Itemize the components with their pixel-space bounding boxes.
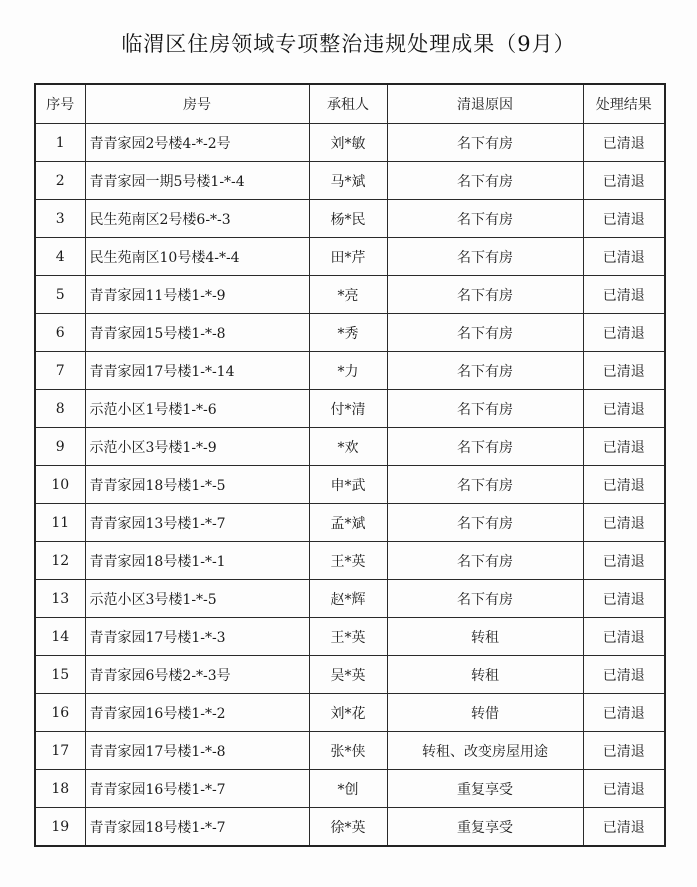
document-title: 临渭区住房领域专项整治违规处理成果（9月）: [121, 32, 576, 56]
cell-result: 已清退: [583, 428, 665, 466]
cell-tenant: 杨*民: [309, 200, 387, 238]
cell-result: 已清退: [583, 200, 665, 238]
cell-room: 青青家园17号楼1-*-3: [85, 618, 309, 656]
table-row: [35, 808, 665, 847]
cell-tenant: 徐*英: [309, 808, 387, 847]
cell-no: 11: [35, 504, 85, 542]
cell-room: 示范小区3号楼1-*-9: [85, 428, 309, 466]
table-row: [35, 390, 665, 428]
results-table: [34, 83, 666, 847]
cell-tenant: 付*清: [309, 390, 387, 428]
cell-room: 青青家园15号楼1-*-8: [85, 314, 309, 352]
cell-no: 12: [35, 542, 85, 580]
cell-no: 1: [35, 124, 85, 162]
table-row: [35, 580, 665, 618]
table-body: [35, 124, 665, 847]
cell-tenant: 马*斌: [309, 162, 387, 200]
header-room: 房号: [85, 84, 309, 124]
cell-result: 已清退: [583, 390, 665, 428]
cell-no: 9: [35, 428, 85, 466]
cell-no: 10: [35, 466, 85, 504]
cell-no: 3: [35, 200, 85, 238]
cell-tenant: *创: [309, 770, 387, 808]
cell-result: 已清退: [583, 466, 665, 504]
cell-reason: 转借: [387, 694, 583, 732]
cell-no: 6: [35, 314, 85, 352]
cell-room: 青青家园11号楼1-*-9: [85, 276, 309, 314]
cell-result: 已清退: [583, 656, 665, 694]
table-row: [35, 314, 665, 352]
cell-tenant: 吴*英: [309, 656, 387, 694]
cell-no: 14: [35, 618, 85, 656]
cell-tenant: 王*英: [309, 542, 387, 580]
cell-tenant: 孟*斌: [309, 504, 387, 542]
cell-tenant: *欢: [309, 428, 387, 466]
cell-tenant: 田*芹: [309, 238, 387, 276]
cell-no: 17: [35, 732, 85, 770]
cell-no: 19: [35, 808, 85, 847]
cell-result: 已清退: [583, 162, 665, 200]
table-header-row: [35, 84, 665, 124]
cell-tenant: 张*侠: [309, 732, 387, 770]
cell-reason: 名下有房: [387, 390, 583, 428]
table-row: [35, 200, 665, 238]
cell-tenant: 刘*花: [309, 694, 387, 732]
cell-result: 已清退: [583, 694, 665, 732]
cell-result: 已清退: [583, 732, 665, 770]
cell-room: 青青家园13号楼1-*-7: [85, 504, 309, 542]
cell-reason: 名下有房: [387, 314, 583, 352]
cell-no: 2: [35, 162, 85, 200]
cell-no: 7: [35, 352, 85, 390]
cell-room: 示范小区1号楼1-*-6: [85, 390, 309, 428]
header-result: 处理结果: [583, 84, 665, 124]
cell-no: 8: [35, 390, 85, 428]
table-row: [35, 466, 665, 504]
cell-tenant: *秀: [309, 314, 387, 352]
cell-no: 13: [35, 580, 85, 618]
table-row: [35, 770, 665, 808]
cell-result: 已清退: [583, 238, 665, 276]
table-row: [35, 618, 665, 656]
cell-no: 18: [35, 770, 85, 808]
cell-tenant: *力: [309, 352, 387, 390]
cell-room: 示范小区3号楼1-*-5: [85, 580, 309, 618]
cell-room: 青青家园16号楼1-*-7: [85, 770, 309, 808]
cell-room: 青青家园17号楼1-*-8: [85, 732, 309, 770]
cell-reason: 名下有房: [387, 580, 583, 618]
table-row: [35, 656, 665, 694]
header-tenant: 承租人: [309, 84, 387, 124]
cell-reason: 名下有房: [387, 542, 583, 580]
table-row: [35, 504, 665, 542]
cell-result: 已清退: [583, 808, 665, 847]
cell-reason: 名下有房: [387, 428, 583, 466]
cell-result: 已清退: [583, 504, 665, 542]
header-no: 序号: [35, 84, 85, 124]
cell-reason: 名下有房: [387, 352, 583, 390]
cell-room: 民生苑南区2号楼6-*-3: [85, 200, 309, 238]
header-reason: 清退原因: [387, 84, 583, 124]
table-row: [35, 542, 665, 580]
cell-result: 已清退: [583, 542, 665, 580]
cell-room: 青青家园17号楼1-*-14: [85, 352, 309, 390]
cell-tenant: 刘*敏: [309, 124, 387, 162]
cell-tenant: 申*武: [309, 466, 387, 504]
table-row: [35, 352, 665, 390]
cell-no: 5: [35, 276, 85, 314]
cell-result: 已清退: [583, 580, 665, 618]
cell-reason: 转租: [387, 656, 583, 694]
cell-reason: 名下有房: [387, 238, 583, 276]
cell-room: 青青家园一期5号楼1-*-4: [85, 162, 309, 200]
table-row: [35, 428, 665, 466]
cell-reason: 转租、改变房屋用途: [387, 732, 583, 770]
cell-result: 已清退: [583, 352, 665, 390]
cell-tenant: *亮: [309, 276, 387, 314]
table-row: [35, 694, 665, 732]
cell-result: 已清退: [583, 124, 665, 162]
cell-result: 已清退: [583, 314, 665, 352]
cell-result: 已清退: [583, 276, 665, 314]
cell-room: 青青家园6号楼2-*-3号: [85, 656, 309, 694]
cell-reason: 名下有房: [387, 162, 583, 200]
cell-result: 已清退: [583, 618, 665, 656]
table-row: [35, 276, 665, 314]
cell-reason: 名下有房: [387, 124, 583, 162]
cell-room: 青青家园18号楼1-*-5: [85, 466, 309, 504]
cell-reason: 名下有房: [387, 276, 583, 314]
cell-room: 民生苑南区10号楼4-*-4: [85, 238, 309, 276]
table-row: [35, 238, 665, 276]
cell-tenant: 赵*辉: [309, 580, 387, 618]
cell-no: 4: [35, 238, 85, 276]
cell-room: 青青家园18号楼1-*-1: [85, 542, 309, 580]
cell-reason: 重复享受: [387, 808, 583, 847]
cell-reason: 名下有房: [387, 200, 583, 238]
table-row: [35, 162, 665, 200]
cell-reason: 名下有房: [387, 466, 583, 504]
cell-room: 青青家园2号楼4-*-2号: [85, 124, 309, 162]
cell-result: 已清退: [583, 770, 665, 808]
table-row: [35, 124, 665, 162]
cell-reason: 重复享受: [387, 770, 583, 808]
cell-no: 16: [35, 694, 85, 732]
cell-room: 青青家园16号楼1-*-2: [85, 694, 309, 732]
cell-reason: 转租: [387, 618, 583, 656]
cell-room: 青青家园18号楼1-*-7: [85, 808, 309, 847]
cell-tenant: 王*英: [309, 618, 387, 656]
cell-no: 15: [35, 656, 85, 694]
cell-reason: 名下有房: [387, 504, 583, 542]
table-row: [35, 732, 665, 770]
